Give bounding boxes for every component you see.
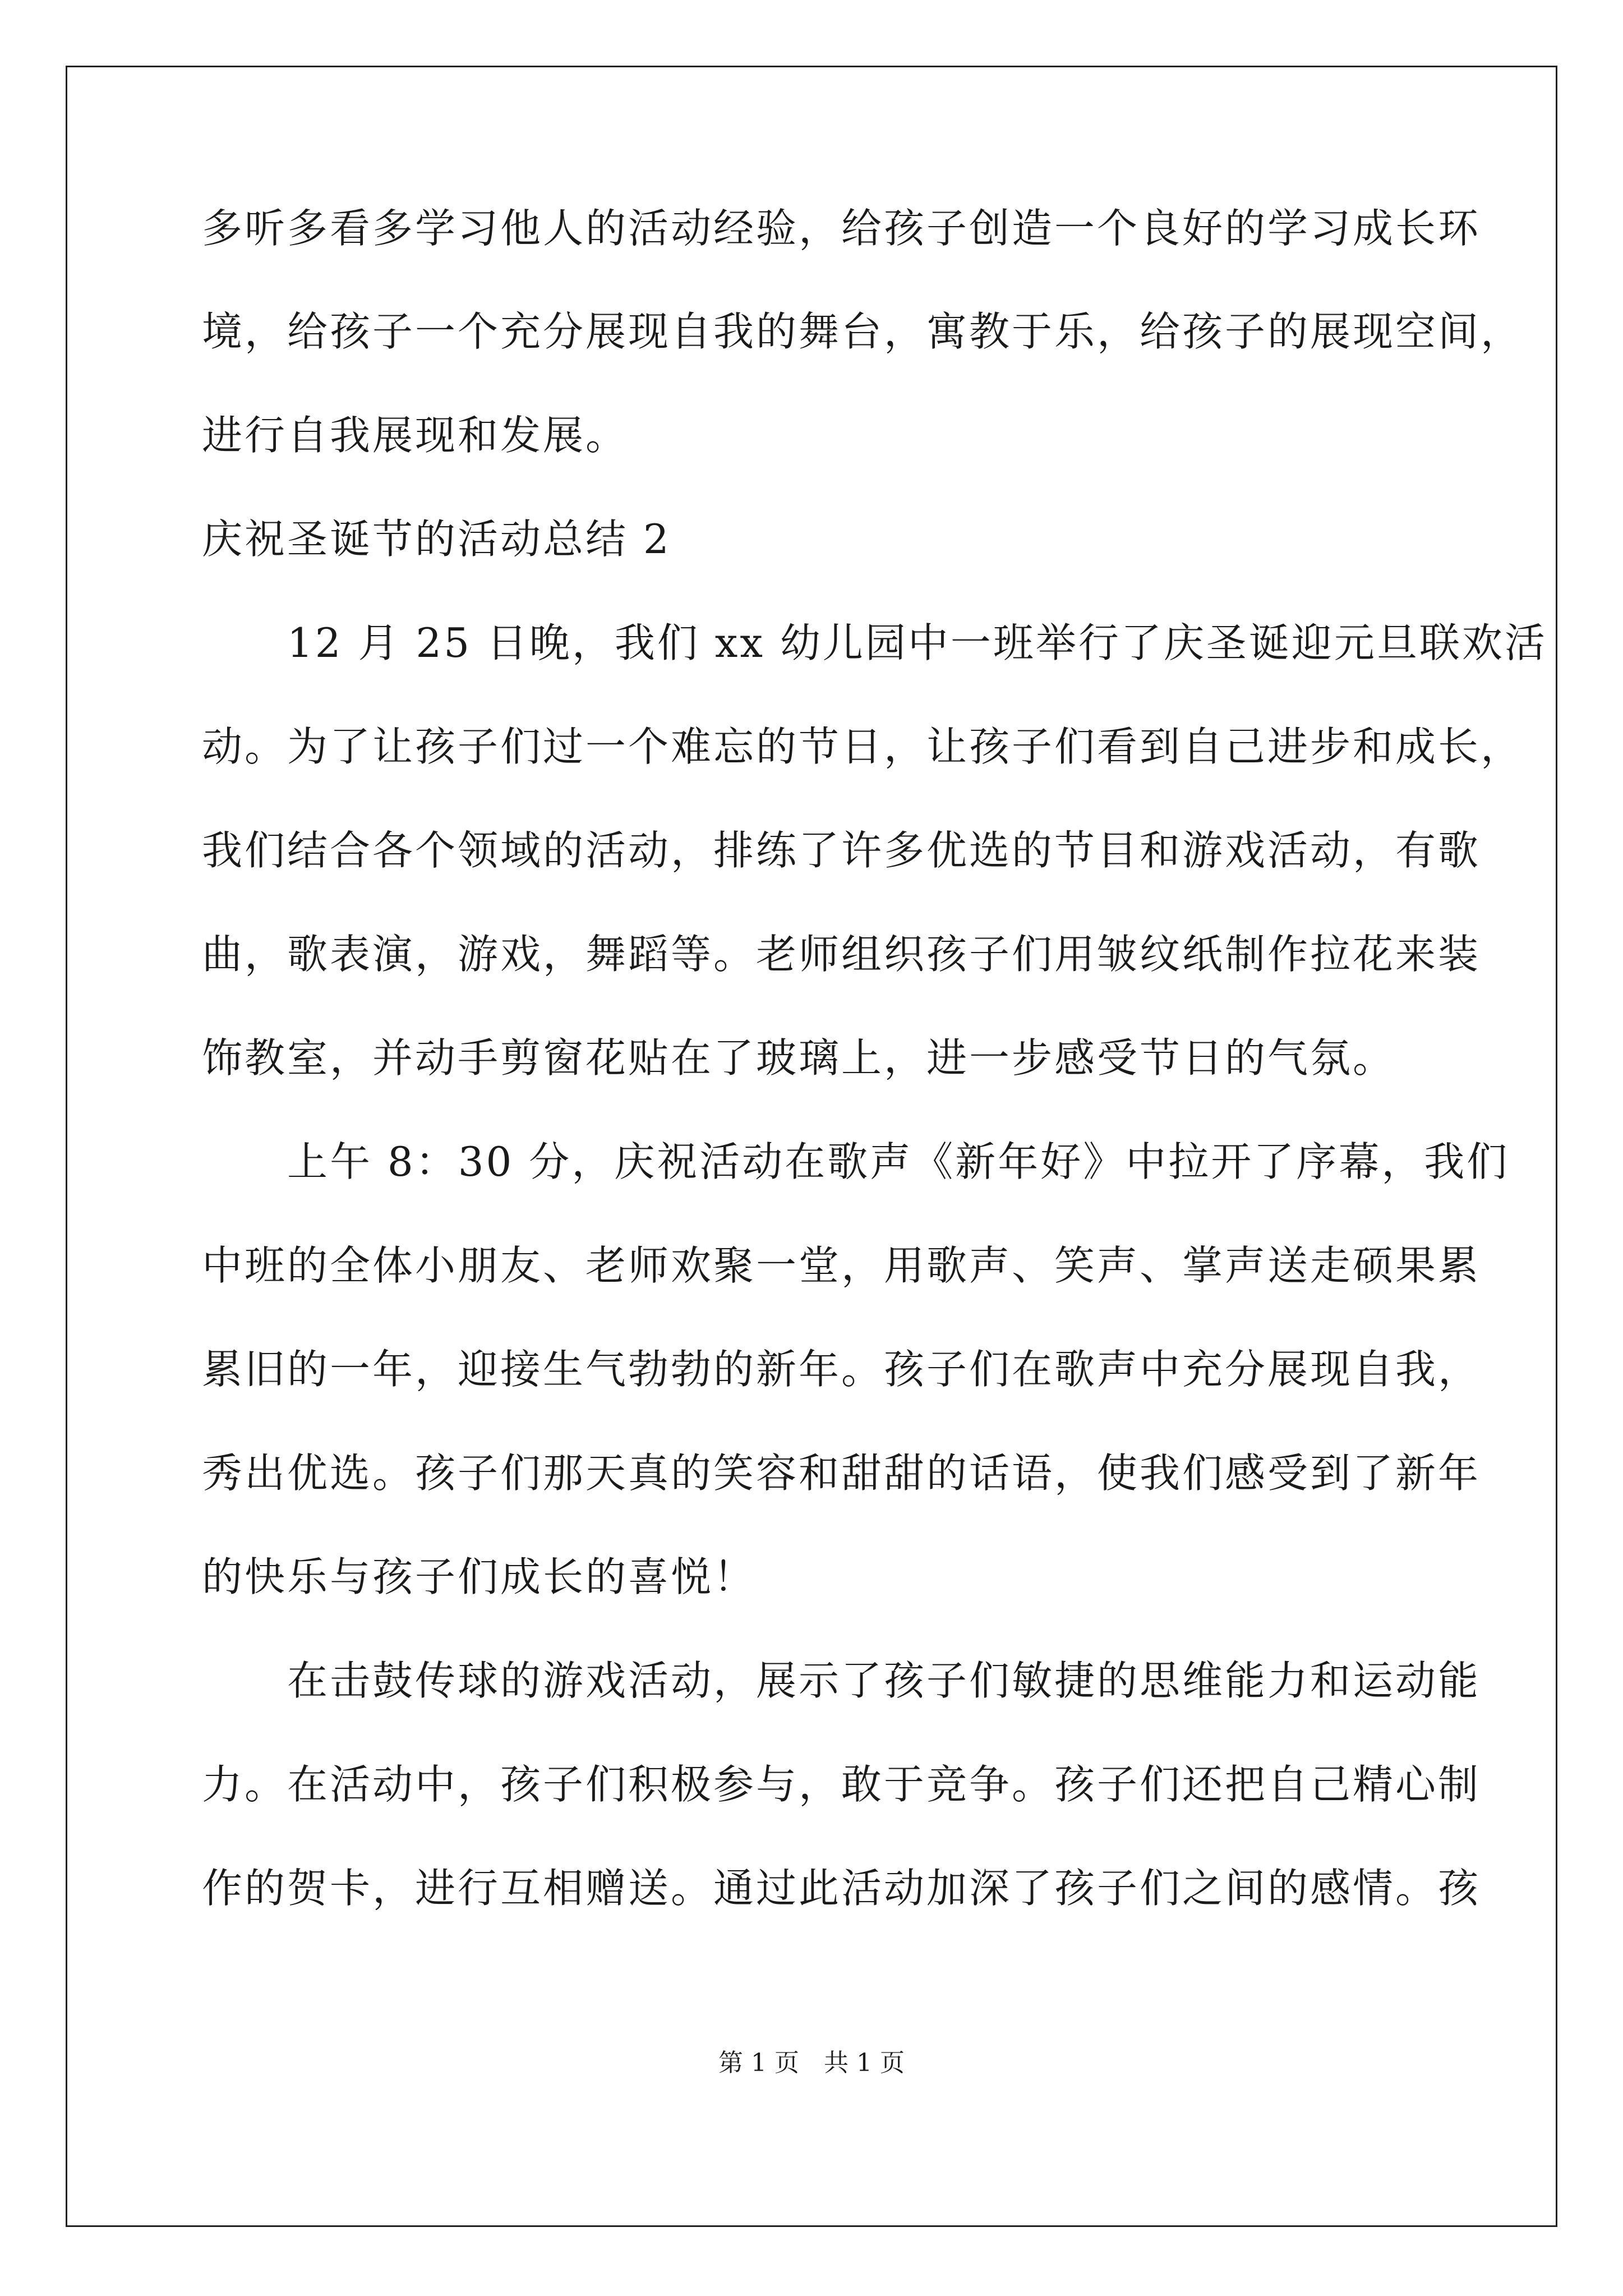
text-line: 中班的全体小朋友、老师欢聚一堂，用歌声、笑声、掌声送走硕果累 [202,1242,1481,1289]
text-line: 上午 8：30 分，庆祝活动在歌声《新年好》中拉开了序幕，我们 [202,1138,1510,1185]
text-line: 力。在活动中，孩子们积极参与，敢于竞争。孩子们还把自己精心制 [202,1761,1481,1808]
page-total: 共 1 页 [824,2049,905,2077]
text-line: 在击鼓传球的游戏活动，展示了孩子们敏捷的思维能力和运动能 [202,1657,1481,1704]
text-line: 境，给孩子一个充分展现自我的舞台，寓教于乐，给孩子的展现空间， [202,308,1524,355]
text-line: 作的贺卡，进行互相赠送。通过此活动加深了孩子们之间的感情。孩 [202,1865,1481,1912]
text-line: 秀出优选。孩子们那天真的笑容和甜甜的话语，使我们感受到了新年 [202,1450,1481,1497]
text-line: 我们结合各个领域的活动，排练了许多优选的节目和游戏活动，有歌 [202,827,1481,874]
text-line: 饰教室，并动手剪窗花贴在了玻璃上，进一步感受节日的气氛。 [202,1034,1396,1082]
text-line: 进行自我展现和发展。 [202,412,629,459]
page-footer [0,2047,1623,2079]
text-line: 多听多看多学习他人的活动经验，给孩子创造一个良好的学习成长环 [202,205,1481,252]
text-line: 的快乐与孩子们成长的喜悦！ [202,1553,757,1600]
text-line: 动。为了让孩子们过一个难忘的节日，让孩子们看到自己进步和成长， [202,723,1524,770]
page-number: 第 1 页 [718,2049,799,2077]
section-title: 庆祝圣诞节的活动总结 2 [202,516,671,563]
text-line: 12 月 25 日晚，我们 xx 幼儿园中一班举行了庆圣诞迎元旦联欢活 [202,619,1547,666]
text-line: 曲，歌表演，游戏，舞蹈等。老师组织孩子们用皱纹纸制作拉花来装 [202,931,1481,978]
text-line: 累旧的一年，迎接生气勃勃的新年。孩子们在歌声中充分展现自我， [202,1346,1481,1393]
